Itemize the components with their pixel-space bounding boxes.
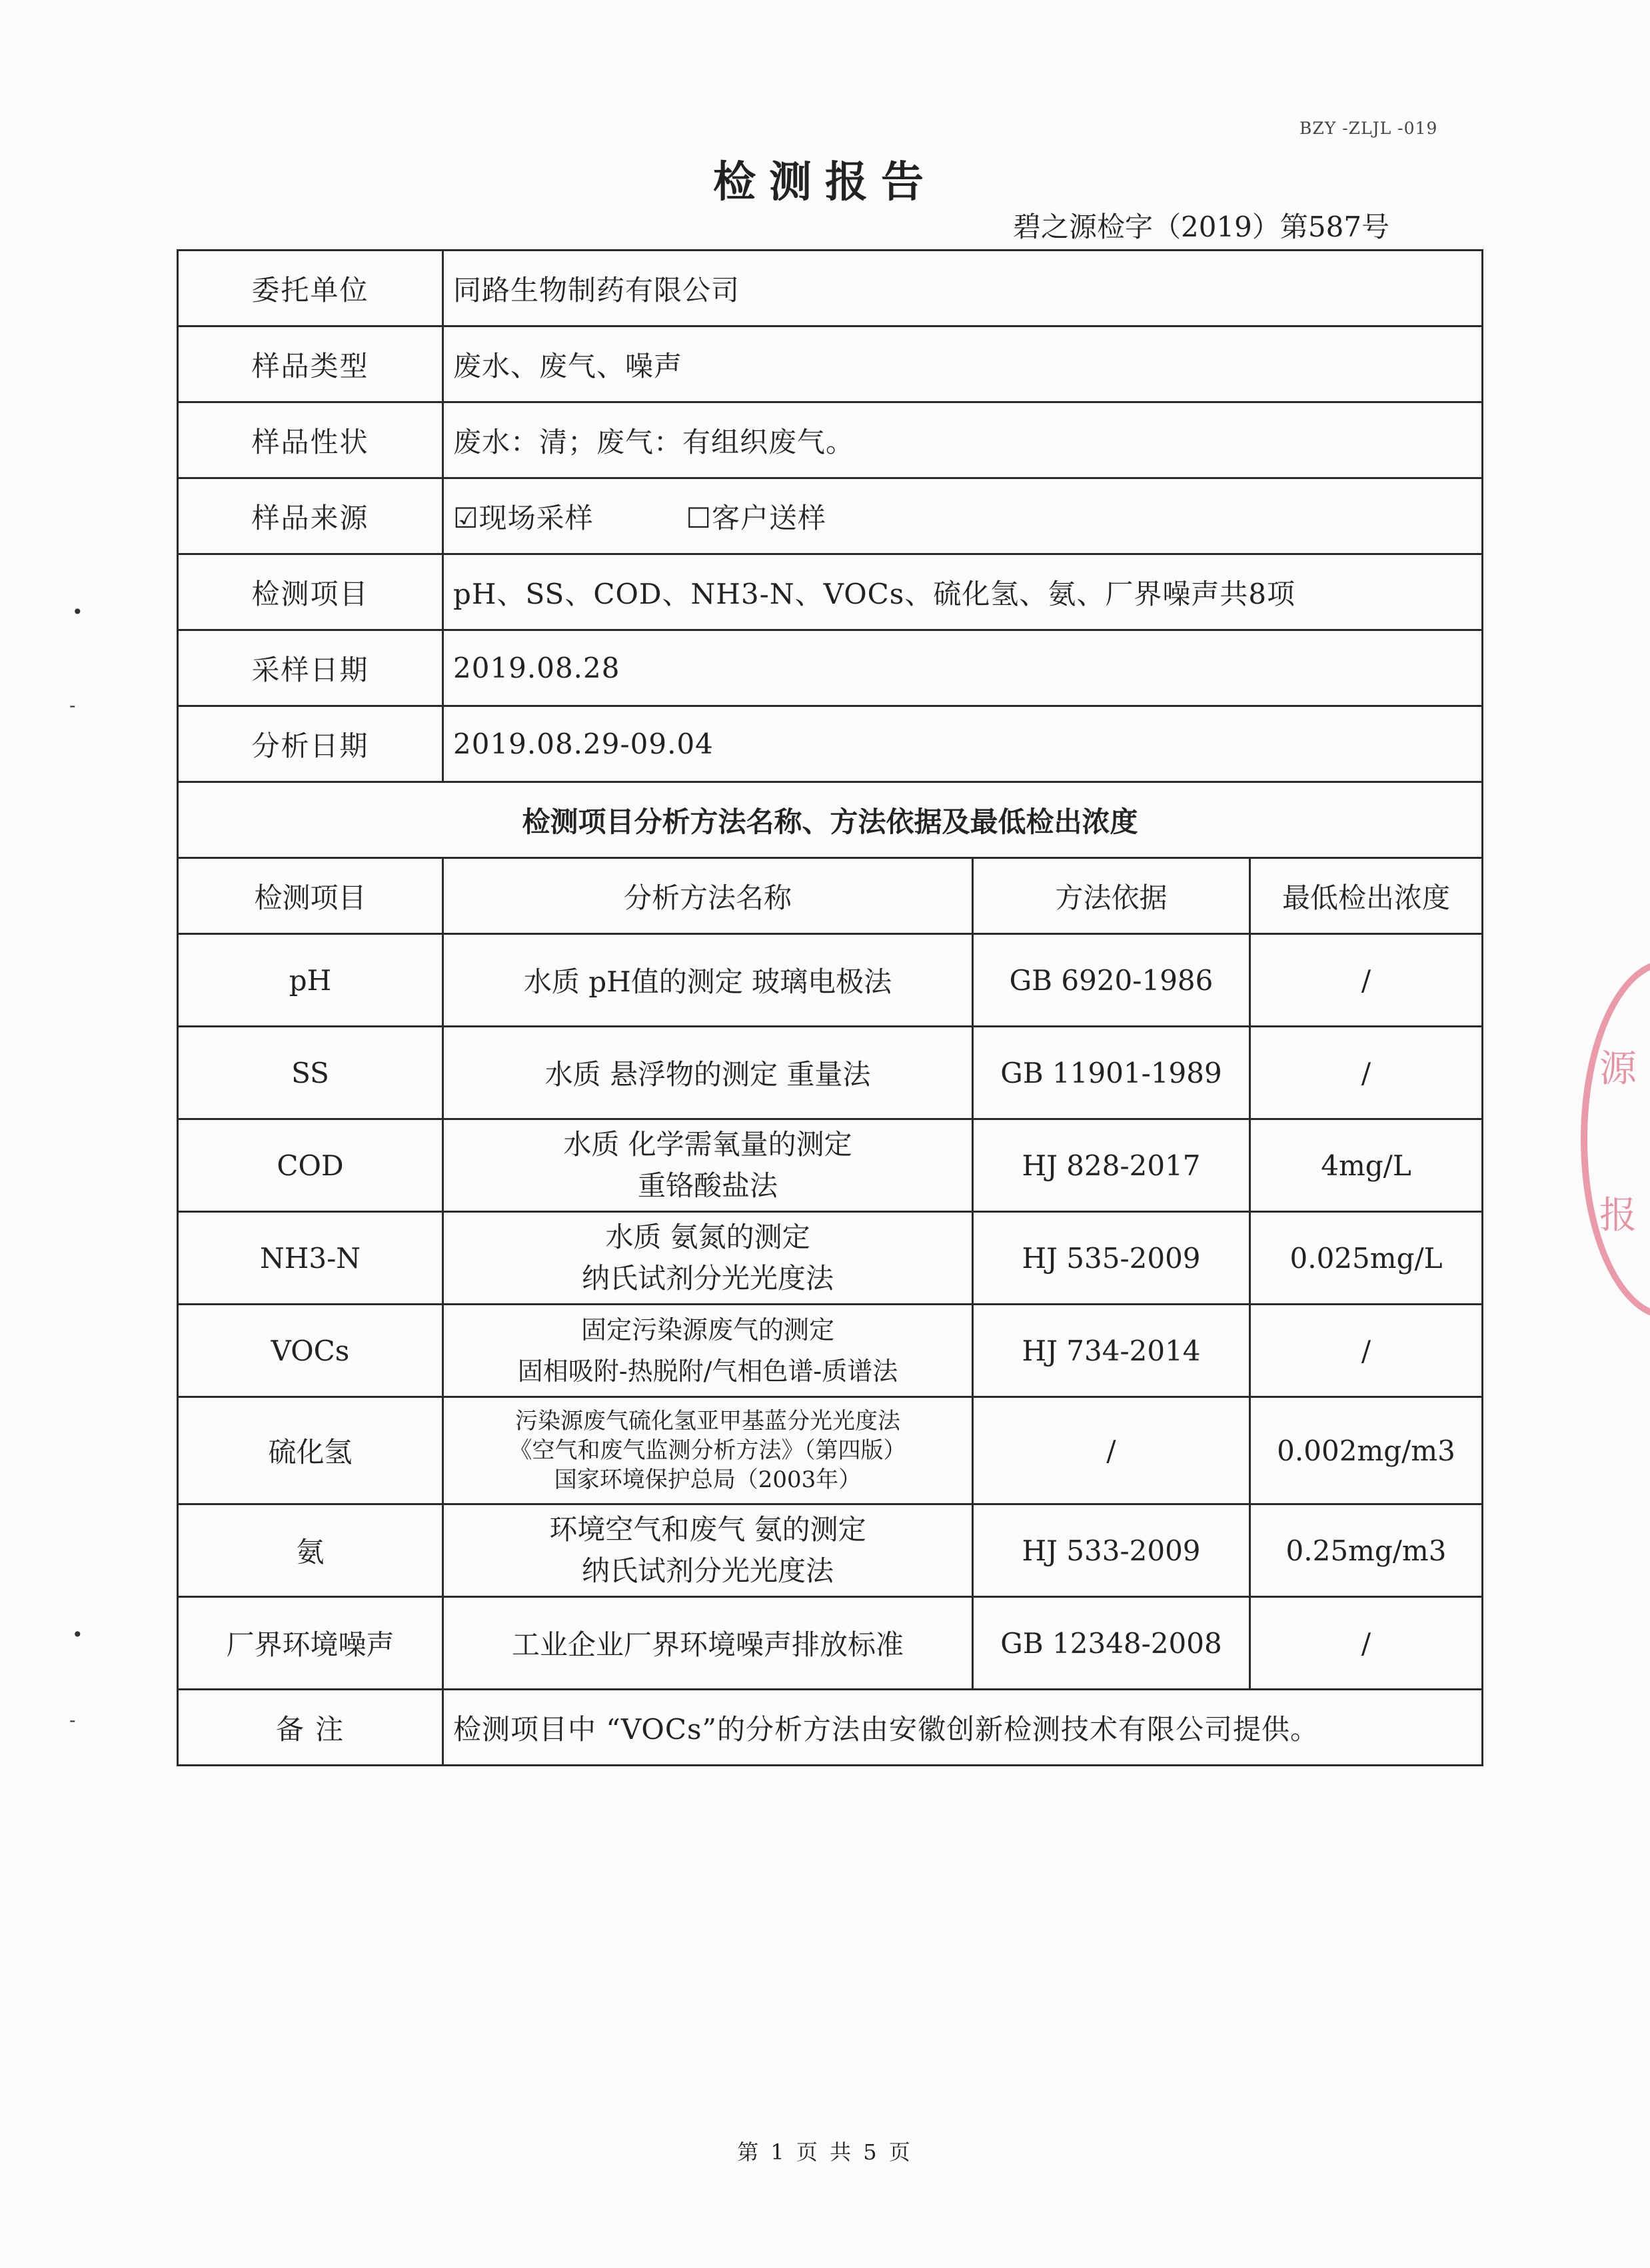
method-name: [443, 1305, 973, 1397]
col-header-limit: 最低检出浓度: [1250, 858, 1483, 934]
sample-state-value: 废水：清；废气：有组织废气。: [443, 402, 1483, 478]
method-name-line: 污染源废气硫化氢亚甲基蓝分光光度法: [515, 1408, 900, 1434]
report-number: 碧之源检字（2019）第587号: [1013, 211, 1390, 243]
method-item: 硫化氢: [178, 1397, 443, 1504]
document-code: BZY -ZLJL -019: [1299, 119, 1438, 138]
test-items-value: pH、SS、COD、NH3-N、VOCs、硫化氢、氨、厂界噪声共8项: [443, 554, 1483, 630]
method-name: [443, 1212, 973, 1305]
table-row: [178, 1397, 1483, 1504]
method-name-line: 纳氏试剂分光光度法: [581, 1554, 834, 1587]
table-row: [178, 934, 1483, 1027]
remarks-label: 备 注: [178, 1690, 443, 1766]
checked-box-icon: ☑: [453, 501, 479, 534]
method-name: 工业企业厂界环境噪声排放标准: [443, 1597, 973, 1690]
method-limit: 0.25mg/m3: [1250, 1504, 1483, 1597]
client-value: 同路生物制药有限公司: [443, 251, 1483, 326]
method-limit: 0.025mg/L: [1250, 1212, 1483, 1305]
method-basis: HJ 535-2009: [973, 1212, 1250, 1305]
method-name-line: 固定污染源废气的测定: [580, 1315, 834, 1345]
source-onsite: 现场采样: [478, 501, 594, 534]
method-basis: GB 11901-1989: [973, 1027, 1250, 1119]
method-item: NH3-N: [178, 1212, 443, 1305]
method-name-line: 环境空气和废气 氨的测定: [549, 1513, 866, 1546]
method-limit: 0.002mg/m3: [1250, 1397, 1483, 1504]
source-client: 客户送样: [712, 501, 827, 534]
analysis-date-value: 2019.08.29-09.04: [443, 706, 1483, 782]
table-row: [178, 1305, 1483, 1397]
method-item: COD: [178, 1119, 443, 1212]
info-row-client: [178, 251, 1483, 326]
binding-hole-mark: -: [69, 694, 76, 716]
binding-hole-mark: -: [69, 1709, 76, 1731]
method-limit: /: [1250, 934, 1483, 1027]
methods-header-row: [178, 858, 1483, 934]
sample-type-label: 样品类型: [178, 326, 443, 402]
table-row: [178, 1504, 1483, 1597]
sampling-date-value: 2019.08.28: [443, 630, 1483, 706]
unchecked-box-icon: ☐: [686, 501, 712, 534]
method-basis: GB 12348-2008: [973, 1597, 1250, 1690]
seal-text: 源: [1599, 1047, 1637, 1091]
seal-text: 报: [1599, 1194, 1637, 1237]
method-limit: 4mg/L: [1250, 1119, 1483, 1212]
sample-type-value: 废水、废气、噪声: [443, 326, 1483, 402]
info-row-test-items: [178, 554, 1483, 630]
page-title: 检测报告: [713, 157, 937, 207]
method-basis: HJ 734-2014: [973, 1305, 1250, 1397]
sample-source-label: 样品来源: [178, 478, 443, 554]
table-row: [178, 1119, 1483, 1212]
sampling-date-label: 采样日期: [178, 630, 443, 706]
method-item: 氨: [178, 1504, 443, 1597]
col-header-method: 分析方法名称: [443, 858, 973, 934]
col-header-basis: 方法依据: [973, 858, 1250, 934]
method-limit: /: [1250, 1597, 1483, 1690]
page-number: 第 1 页 共 5 页: [737, 2139, 913, 2165]
method-item: pH: [178, 934, 443, 1027]
method-name-line: 固相吸附-热脱附/气相色谱-质谱法: [517, 1357, 898, 1386]
red-seal-stamp: [1581, 959, 1650, 1319]
method-item: 厂界环境噪声: [178, 1597, 443, 1690]
method-name: 水质 悬浮物的测定 重量法: [443, 1027, 973, 1119]
method-name-line: 水质 氨氮的测定: [605, 1221, 810, 1253]
info-row-sample-type: [178, 326, 1483, 402]
method-name-line: 《空气和废气监测分析方法》（第四版）: [509, 1437, 906, 1464]
method-basis: /: [973, 1397, 1250, 1504]
method-item: VOCs: [178, 1305, 443, 1397]
info-row-sample-state: [178, 402, 1483, 478]
col-header-item: 检测项目: [178, 858, 443, 934]
info-row-sampling-date: [178, 630, 1483, 706]
method-name-line: 纳氏试剂分光光度法: [581, 1262, 834, 1295]
method-limit: /: [1250, 1305, 1483, 1397]
client-label: 委托单位: [178, 251, 443, 326]
method-name: 水质 pH值的测定 玻璃电极法: [443, 934, 973, 1027]
method-name: [443, 1119, 973, 1212]
analysis-date-label: 分析日期: [178, 706, 443, 782]
method-item: SS: [178, 1027, 443, 1119]
method-basis: HJ 533-2009: [973, 1504, 1250, 1597]
method-name: [443, 1504, 973, 1597]
info-row-analysis-date: [178, 706, 1483, 782]
remarks-row: [178, 1690, 1483, 1766]
method-limit: /: [1250, 1027, 1483, 1119]
method-name: [443, 1397, 973, 1504]
method-name-line: 水质 化学需氧量的测定: [563, 1128, 852, 1161]
methods-section-row: [178, 782, 1483, 858]
info-row-sample-source: [178, 478, 1483, 554]
sample-source-value: [443, 478, 1483, 554]
method-name-line: 国家环境保护总局（2003年）: [554, 1466, 862, 1493]
sample-state-label: 样品性状: [178, 402, 443, 478]
table-row: [178, 1597, 1483, 1690]
method-basis: GB 6920-1986: [973, 934, 1250, 1027]
report-table: [177, 249, 1483, 1766]
binding-hole-mark: •: [72, 601, 83, 623]
table-row: [178, 1027, 1483, 1119]
table-row: [178, 1212, 1483, 1305]
remarks-value: 检测项目中 “VOCs”的分析方法由安徽创新检测技术有限公司提供。: [443, 1690, 1483, 1766]
method-basis: HJ 828-2017: [973, 1119, 1250, 1212]
binding-hole-mark: •: [72, 1624, 83, 1646]
method-name-line: 重铬酸盐法: [637, 1169, 778, 1202]
test-items-label: 检测项目: [178, 554, 443, 630]
methods-section-title: 检测项目分析方法名称、方法依据及最低检出浓度: [178, 782, 1483, 858]
